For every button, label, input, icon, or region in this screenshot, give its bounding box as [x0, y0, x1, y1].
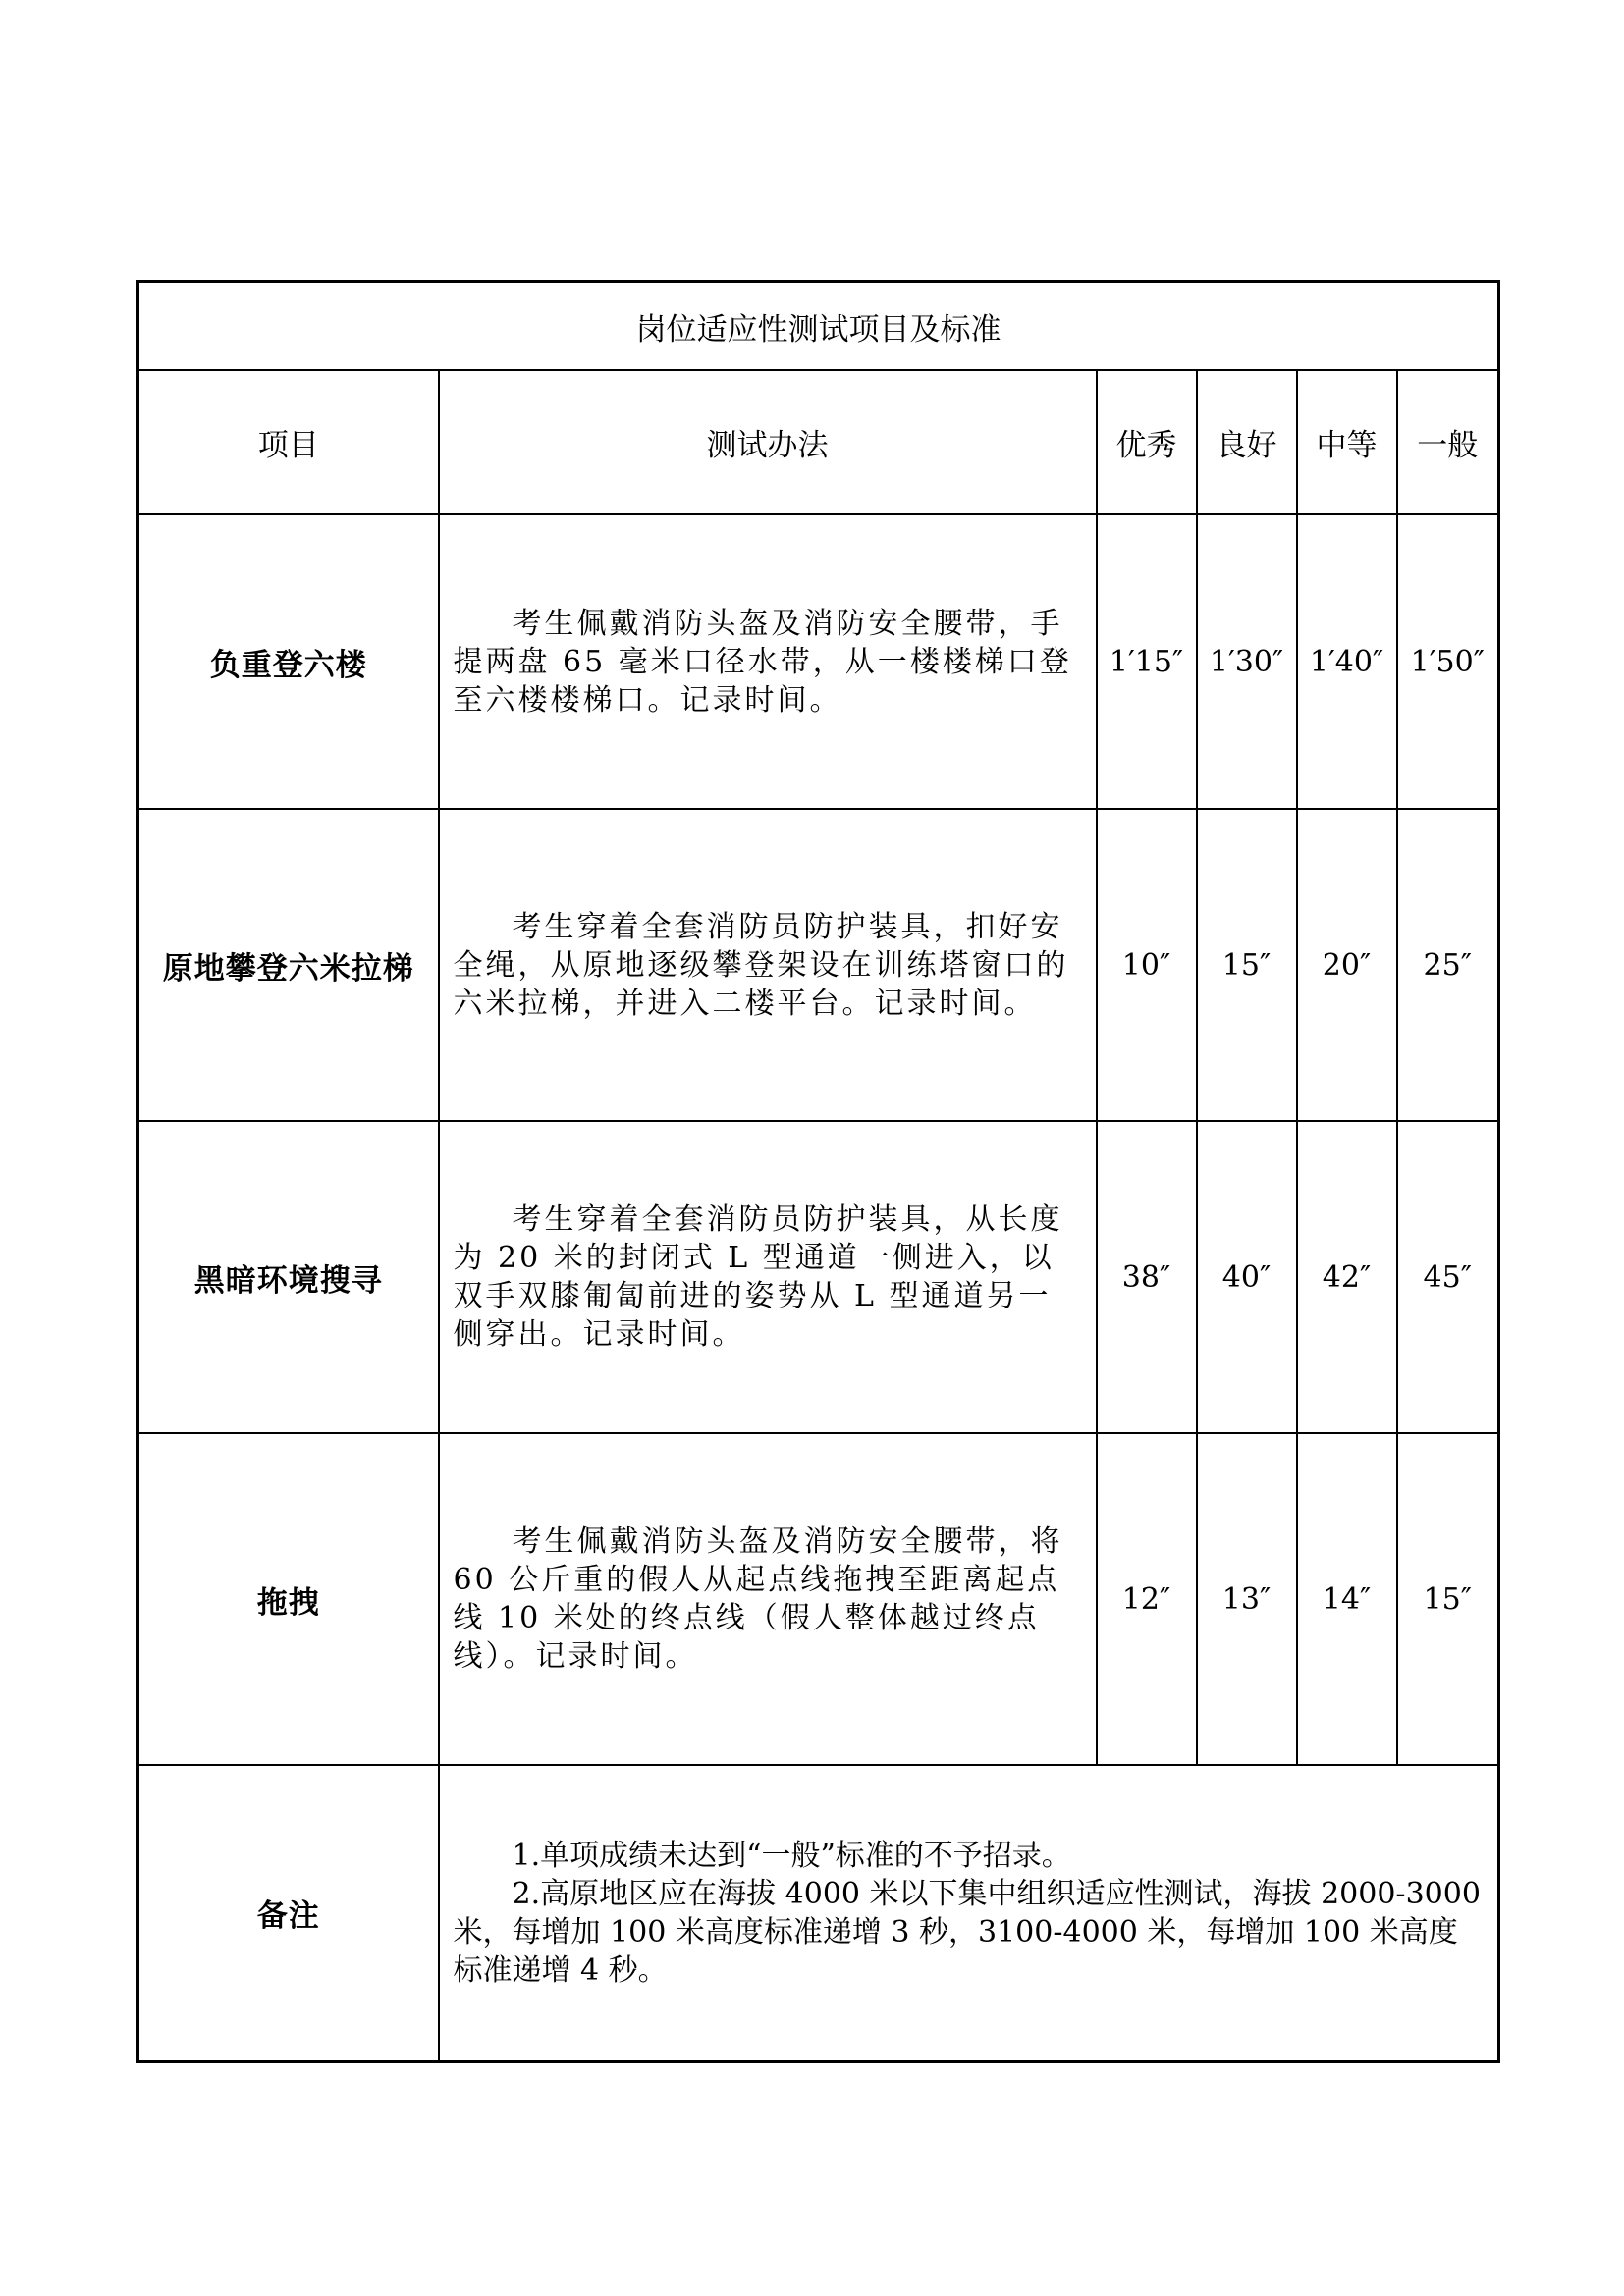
row-excellent: 38″ — [1097, 1121, 1197, 1433]
table-row — [138, 809, 1499, 1121]
table-title-row — [138, 282, 1499, 371]
row-medium: 20″ — [1297, 809, 1397, 1121]
row-good: 1′30″ — [1197, 514, 1297, 809]
row-general: 15″ — [1397, 1433, 1499, 1765]
row-good: 15″ — [1197, 809, 1297, 1121]
header-medium: 中等 — [1297, 370, 1397, 514]
row-excellent: 12″ — [1097, 1433, 1197, 1765]
remark-line-2: 2.高原地区应在海拔 4000 米以下集中组织适应性测试，海拔 2000-3000 米，每增加 100 米高度标准递增 3 秒，3100-4000 米，每增加 100 米高度标准递增 4 秒。 — [453, 1876, 1481, 1988]
table-header-row — [138, 370, 1499, 514]
row-method: 考生佩戴消防头盔及消防安全腰带，将 60 公斤重的假人从起点线拖拽至距离起点线 10 米处的终点线（假人整体越过终点线）。记录时间。 — [439, 1433, 1097, 1765]
header-item: 项目 — [138, 370, 439, 514]
test-standards-table — [136, 280, 1500, 2063]
row-good: 40″ — [1197, 1121, 1297, 1433]
table-row — [138, 514, 1499, 809]
row-good: 13″ — [1197, 1433, 1297, 1765]
remark-line-1: 1.单项成绩未达到“一般”标准的不予招录。 — [512, 1838, 1071, 1873]
table-row — [138, 1433, 1499, 1765]
header-general: 一般 — [1397, 370, 1499, 514]
row-general: 45″ — [1397, 1121, 1499, 1433]
remarks-content — [439, 1765, 1499, 2061]
table-title: 岗位适应性测试项目及标准 — [138, 282, 1499, 371]
row-item: 黑暗环境搜寻 — [138, 1121, 439, 1433]
row-method: 考生穿着全套消防员防护装具，扣好安全绳，从原地逐级攀登架设在训练塔窗口的六米拉梯，并进入二楼平台。记录时间。 — [439, 809, 1097, 1121]
row-excellent: 10″ — [1097, 809, 1197, 1121]
row-medium: 42″ — [1297, 1121, 1397, 1433]
header-excellent: 优秀 — [1097, 370, 1197, 514]
row-general: 1′50″ — [1397, 514, 1499, 809]
row-medium: 14″ — [1297, 1433, 1397, 1765]
row-general: 25″ — [1397, 809, 1499, 1121]
header-good: 良好 — [1197, 370, 1297, 514]
row-item: 拖拽 — [138, 1433, 439, 1765]
remarks-label: 备注 — [138, 1765, 439, 2061]
row-method: 考生佩戴消防头盔及消防安全腰带，手提两盘 65 毫米口径水带，从一楼楼梯口登至六楼楼梯口。记录时间。 — [439, 514, 1097, 809]
row-method: 考生穿着全套消防员防护装具，从长度为 20 米的封闭式 L 型通道一侧进入，以双手双膝匍匐前进的姿势从 L 型通道另一侧穿出。记录时间。 — [439, 1121, 1097, 1433]
remarks-row — [138, 1765, 1499, 2061]
row-excellent: 1′15″ — [1097, 514, 1197, 809]
header-method: 测试办法 — [439, 370, 1097, 514]
row-item: 原地攀登六米拉梯 — [138, 809, 439, 1121]
row-item: 负重登六楼 — [138, 514, 439, 809]
row-medium: 1′40″ — [1297, 514, 1397, 809]
table-row — [138, 1121, 1499, 1433]
